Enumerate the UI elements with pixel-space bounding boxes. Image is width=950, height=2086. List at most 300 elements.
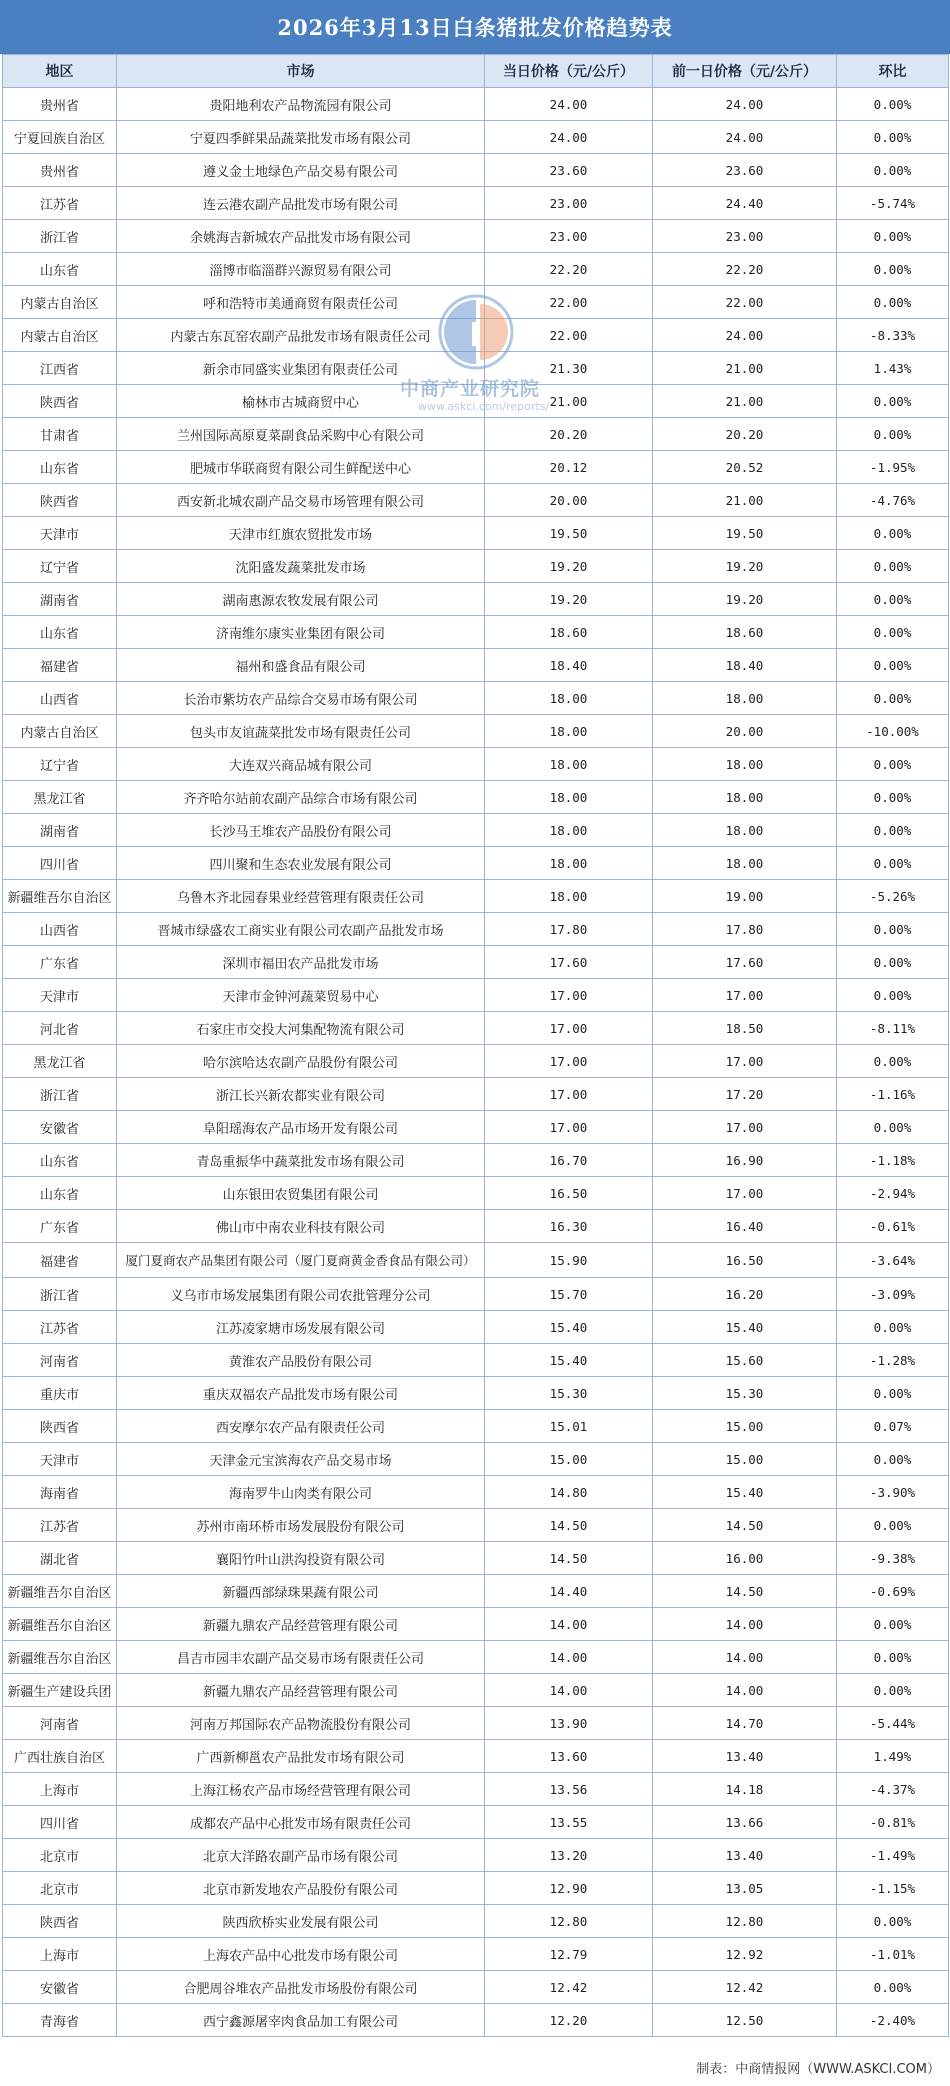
cell-change: 0.00% (837, 517, 949, 550)
cell-change: 0.00% (837, 1971, 949, 2004)
cell-today-price: 16.50 (485, 1177, 653, 1210)
cell-prev-price: 16.20 (653, 1278, 837, 1311)
cell-today-price: 15.30 (485, 1377, 653, 1410)
cell-change: 0.00% (837, 682, 949, 715)
cell-change: -5.26% (837, 880, 949, 913)
cell-market: 上海江杨农产品市场经营管理有限公司 (117, 1773, 485, 1806)
table-row (3, 1144, 949, 1177)
table-row (3, 1674, 949, 1707)
cell-change: 0.00% (837, 88, 949, 121)
table-row (3, 913, 949, 946)
table-row (3, 451, 949, 484)
cell-region: 甘肃省 (3, 418, 117, 451)
cell-prev-price: 17.20 (653, 1078, 837, 1111)
cell-market: 长沙马王堆农产品股份有限公司 (117, 814, 485, 847)
cell-prev-price: 18.00 (653, 814, 837, 847)
cell-region: 天津市 (3, 1443, 117, 1476)
cell-today-price: 20.12 (485, 451, 653, 484)
cell-market: 江苏凌家塘市场发展有限公司 (117, 1311, 485, 1344)
table-row (3, 1608, 949, 1641)
cell-today-price: 14.50 (485, 1509, 653, 1542)
cell-prev-price: 18.00 (653, 748, 837, 781)
cell-change: 1.43% (837, 352, 949, 385)
cell-region: 辽宁省 (3, 748, 117, 781)
cell-today-price: 14.00 (485, 1641, 653, 1674)
cell-market: 四川聚和生态农业发展有限公司 (117, 847, 485, 880)
cell-region: 重庆市 (3, 1377, 117, 1410)
cell-today-price: 20.00 (485, 484, 653, 517)
cell-prev-price: 16.00 (653, 1542, 837, 1575)
cell-market: 成都农产品中心批发市场有限责任公司 (117, 1806, 485, 1839)
cell-region: 贵州省 (3, 154, 117, 187)
table-row (3, 583, 949, 616)
cell-market: 昌吉市园丰农副产品交易市场有限责任公司 (117, 1641, 485, 1674)
cell-change: 0.00% (837, 979, 949, 1012)
table-row (3, 649, 949, 682)
cell-change: 0.00% (837, 1045, 949, 1078)
cell-prev-price: 14.00 (653, 1608, 837, 1641)
table-row (3, 1410, 949, 1443)
cell-prev-price: 14.70 (653, 1707, 837, 1740)
table-row (3, 1575, 949, 1608)
cell-today-price: 15.40 (485, 1311, 653, 1344)
cell-market: 新疆九鼎农产品经营管理有限公司 (117, 1608, 485, 1641)
cell-change: 0.00% (837, 121, 949, 154)
table-row (3, 1707, 949, 1740)
cell-prev-price: 24.40 (653, 187, 837, 220)
cell-today-price: 18.00 (485, 781, 653, 814)
cell-change: 0.00% (837, 1509, 949, 1542)
table-row (3, 1938, 949, 1971)
table-body (3, 88, 949, 2037)
cell-today-price: 14.00 (485, 1674, 653, 1707)
table-row (3, 319, 949, 352)
cell-today-price: 15.90 (485, 1243, 653, 1278)
cell-market: 北京市新发地农产品股份有限公司 (117, 1872, 485, 1905)
cell-region: 江西省 (3, 352, 117, 385)
cell-market: 重庆双福农产品批发市场有限公司 (117, 1377, 485, 1410)
table-row (3, 1872, 949, 1905)
cell-region: 四川省 (3, 847, 117, 880)
cell-region: 天津市 (3, 517, 117, 550)
cell-today-price: 18.00 (485, 682, 653, 715)
cell-market: 天津市红旗农贸批发市场 (117, 517, 485, 550)
cell-prev-price: 15.30 (653, 1377, 837, 1410)
table-row (3, 550, 949, 583)
cell-market: 海南罗牛山肉类有限公司 (117, 1476, 485, 1509)
cell-prev-price: 20.00 (653, 715, 837, 748)
cell-change: 0.00% (837, 1377, 949, 1410)
cell-region: 河北省 (3, 1012, 117, 1045)
cell-region: 安徽省 (3, 1971, 117, 2004)
cell-change: -9.38% (837, 1542, 949, 1575)
cell-prev-price: 14.50 (653, 1575, 837, 1608)
cell-region: 山东省 (3, 616, 117, 649)
table-row (3, 715, 949, 748)
cell-market: 河南万邦国际农产品物流股份有限公司 (117, 1707, 485, 1740)
cell-market: 长治市紫坊农产品综合交易市场有限公司 (117, 682, 485, 715)
cell-change: -5.74% (837, 187, 949, 220)
cell-prev-price: 16.40 (653, 1210, 837, 1243)
cell-region: 宁夏回族自治区 (3, 121, 117, 154)
cell-change: 0.00% (837, 1674, 949, 1707)
table-row (3, 418, 949, 451)
cell-today-price: 12.80 (485, 1905, 653, 1938)
cell-change: -4.76% (837, 484, 949, 517)
cell-market: 余姚海吉新城农产品批发市场有限公司 (117, 220, 485, 253)
cell-today-price: 21.30 (485, 352, 653, 385)
table-row (3, 220, 949, 253)
cell-region: 内蒙古自治区 (3, 286, 117, 319)
table-row (3, 946, 949, 979)
cell-prev-price: 16.90 (653, 1144, 837, 1177)
cell-change: -1.28% (837, 1344, 949, 1377)
cell-region: 上海市 (3, 1938, 117, 1971)
cell-today-price: 23.00 (485, 220, 653, 253)
cell-prev-price: 18.40 (653, 649, 837, 682)
cell-change: 0.00% (837, 748, 949, 781)
table-row (3, 1542, 949, 1575)
cell-market: 广西新柳邕农产品批发市场有限公司 (117, 1740, 485, 1773)
cell-change: 0.00% (837, 1443, 949, 1476)
cell-today-price: 23.00 (485, 187, 653, 220)
cell-market: 肥城市华联商贸有限公司生鲜配送中心 (117, 451, 485, 484)
table-row (3, 1641, 949, 1674)
cell-market: 上海农产品中心批发市场有限公司 (117, 1938, 485, 1971)
cell-prev-price: 17.00 (653, 1177, 837, 1210)
cell-prev-price: 15.40 (653, 1476, 837, 1509)
cell-today-price: 23.60 (485, 154, 653, 187)
table-row (3, 88, 949, 121)
cell-today-price: 22.20 (485, 253, 653, 286)
cell-prev-price: 15.00 (653, 1410, 837, 1443)
cell-market: 黄淮农产品股份有限公司 (117, 1344, 485, 1377)
cell-region: 江苏省 (3, 1311, 117, 1344)
header-prev-price: 前一日价格（元/公斤） (653, 55, 837, 88)
cell-prev-price: 13.66 (653, 1806, 837, 1839)
table-row (3, 1740, 949, 1773)
table-row (3, 616, 949, 649)
cell-change: 0.00% (837, 781, 949, 814)
header-market: 市场 (117, 55, 485, 88)
table-row (3, 1377, 949, 1410)
table-row (3, 286, 949, 319)
cell-change: 0.00% (837, 946, 949, 979)
cell-change: -2.94% (837, 1177, 949, 1210)
cell-region: 山西省 (3, 682, 117, 715)
cell-change: -3.90% (837, 1476, 949, 1509)
cell-prev-price: 21.00 (653, 484, 837, 517)
cell-change: 0.00% (837, 1608, 949, 1641)
cell-today-price: 24.00 (485, 88, 653, 121)
cell-prev-price: 18.00 (653, 682, 837, 715)
cell-prev-price: 18.60 (653, 616, 837, 649)
cell-today-price: 13.55 (485, 1806, 653, 1839)
cell-region: 海南省 (3, 1476, 117, 1509)
cell-region: 陕西省 (3, 1410, 117, 1443)
cell-today-price: 15.01 (485, 1410, 653, 1443)
cell-region: 山东省 (3, 1177, 117, 1210)
cell-region: 湖南省 (3, 583, 117, 616)
cell-market: 宁夏四季鲜果品蔬菜批发市场有限公司 (117, 121, 485, 154)
cell-region: 广东省 (3, 1210, 117, 1243)
cell-today-price: 18.00 (485, 847, 653, 880)
cell-market: 襄阳竹叶山洪沟投资有限公司 (117, 1542, 485, 1575)
cell-change: -8.11% (837, 1012, 949, 1045)
cell-prev-price: 12.42 (653, 1971, 837, 2004)
watermark-brand: 中商产业研究院 (400, 378, 541, 400)
cell-today-price: 19.50 (485, 517, 653, 550)
cell-change: 0.07% (837, 1410, 949, 1443)
cell-prev-price: 12.92 (653, 1938, 837, 1971)
table-row (3, 1311, 949, 1344)
cell-prev-price: 15.60 (653, 1344, 837, 1377)
cell-prev-price: 17.00 (653, 1045, 837, 1078)
table-row (3, 1971, 949, 2004)
cell-market: 晋城市绿盛农工商实业有限公司农副产品批发市场 (117, 913, 485, 946)
cell-region: 福建省 (3, 1243, 117, 1278)
table-row (3, 1509, 949, 1542)
cell-change: -8.33% (837, 319, 949, 352)
table-row (3, 2004, 949, 2037)
cell-market: 连云港农副产品批发市场有限公司 (117, 187, 485, 220)
table-row (3, 682, 949, 715)
cell-prev-price: 17.00 (653, 979, 837, 1012)
cell-change: 0.00% (837, 847, 949, 880)
cell-today-price: 14.40 (485, 1575, 653, 1608)
cell-today-price: 12.20 (485, 2004, 653, 2037)
cell-region: 北京市 (3, 1872, 117, 1905)
cell-prev-price: 14.00 (653, 1674, 837, 1707)
cell-today-price: 12.90 (485, 1872, 653, 1905)
cell-region: 山东省 (3, 451, 117, 484)
cell-region: 江苏省 (3, 1509, 117, 1542)
cell-prev-price: 18.00 (653, 781, 837, 814)
cell-change: 0.00% (837, 220, 949, 253)
cell-market: 沈阳盛发蔬菜批发市场 (117, 550, 485, 583)
cell-prev-price: 19.20 (653, 550, 837, 583)
cell-prev-price: 14.50 (653, 1509, 837, 1542)
cell-region: 福建省 (3, 649, 117, 682)
cell-change: -5.44% (837, 1707, 949, 1740)
table-row (3, 1012, 949, 1045)
cell-prev-price: 19.20 (653, 583, 837, 616)
cell-change: -0.69% (837, 1575, 949, 1608)
cell-change: -3.64% (837, 1243, 949, 1278)
table-row (3, 1773, 949, 1806)
cell-today-price: 17.60 (485, 946, 653, 979)
table-row (3, 1839, 949, 1872)
cell-market: 淄博市临淄群兴源贸易有限公司 (117, 253, 485, 286)
cell-market: 天津金元宝滨海农产品交易市场 (117, 1443, 485, 1476)
table-row (3, 385, 949, 418)
cell-region: 辽宁省 (3, 550, 117, 583)
cell-prev-price: 15.40 (653, 1311, 837, 1344)
cell-market: 乌鲁木齐北园春果业经营管理有限责任公司 (117, 880, 485, 913)
cell-region: 天津市 (3, 979, 117, 1012)
cell-region: 内蒙古自治区 (3, 319, 117, 352)
table-row (3, 1045, 949, 1078)
cell-today-price: 14.80 (485, 1476, 653, 1509)
cell-market: 福州和盛食品有限公司 (117, 649, 485, 682)
cell-region: 湖南省 (3, 814, 117, 847)
cell-today-price: 17.00 (485, 1111, 653, 1144)
cell-market: 阜阳瑶海农产品市场开发有限公司 (117, 1111, 485, 1144)
table-row (3, 847, 949, 880)
cell-prev-price: 18.00 (653, 847, 837, 880)
cell-region: 山东省 (3, 1144, 117, 1177)
cell-market: 遵义金土地绿色产品交易有限公司 (117, 154, 485, 187)
table-row (3, 748, 949, 781)
cell-today-price: 13.56 (485, 1773, 653, 1806)
footer-source: 制表：中商情报网（WWW.ASKCI.COM） (696, 2061, 940, 2077)
cell-today-price: 15.40 (485, 1344, 653, 1377)
cell-today-price: 12.79 (485, 1938, 653, 1971)
cell-region: 新疆维吾尔自治区 (3, 1641, 117, 1674)
cell-prev-price: 14.00 (653, 1641, 837, 1674)
cell-region: 广西壮族自治区 (3, 1740, 117, 1773)
cell-today-price: 24.00 (485, 121, 653, 154)
table-row (3, 1177, 949, 1210)
cell-change: 0.00% (837, 649, 949, 682)
cell-market: 苏州市南环桥市场发展股份有限公司 (117, 1509, 485, 1542)
cell-change: -1.49% (837, 1839, 949, 1872)
cell-today-price: 22.00 (485, 319, 653, 352)
cell-market: 浙江长兴新农都实业有限公司 (117, 1078, 485, 1111)
cell-today-price: 17.00 (485, 1045, 653, 1078)
cell-today-price: 18.00 (485, 748, 653, 781)
cell-prev-price: 18.50 (653, 1012, 837, 1045)
cell-market: 义乌市市场发展集团有限公司农批管理分公司 (117, 1278, 485, 1311)
cell-region: 浙江省 (3, 1278, 117, 1311)
cell-prev-price: 13.40 (653, 1839, 837, 1872)
cell-region: 四川省 (3, 1806, 117, 1839)
table-row (3, 1476, 949, 1509)
table-row (3, 352, 949, 385)
cell-region: 安徽省 (3, 1111, 117, 1144)
cell-today-price: 17.00 (485, 1012, 653, 1045)
table-row (3, 253, 949, 286)
cell-prev-price: 23.60 (653, 154, 837, 187)
cell-region: 贵州省 (3, 88, 117, 121)
cell-today-price: 17.00 (485, 1078, 653, 1111)
cell-today-price: 13.60 (485, 1740, 653, 1773)
cell-region: 上海市 (3, 1773, 117, 1806)
cell-region: 青海省 (3, 2004, 117, 2037)
cell-prev-price: 19.00 (653, 880, 837, 913)
table-row (3, 1443, 949, 1476)
table-row (3, 121, 949, 154)
cell-region: 陕西省 (3, 484, 117, 517)
cell-prev-price: 12.80 (653, 1905, 837, 1938)
table-row (3, 1210, 949, 1243)
cell-region: 江苏省 (3, 187, 117, 220)
cell-prev-price: 13.05 (653, 1872, 837, 1905)
cell-change: 0.00% (837, 814, 949, 847)
cell-market: 哈尔滨哈达农副产品股份有限公司 (117, 1045, 485, 1078)
cell-region: 山西省 (3, 913, 117, 946)
cell-region: 河南省 (3, 1707, 117, 1740)
cell-today-price: 18.40 (485, 649, 653, 682)
cell-today-price: 14.50 (485, 1542, 653, 1575)
cell-change: 0.00% (837, 1111, 949, 1144)
cell-today-price: 17.80 (485, 913, 653, 946)
cell-region: 新疆维吾尔自治区 (3, 1608, 117, 1641)
cell-market: 大连双兴商品城有限公司 (117, 748, 485, 781)
table-row (3, 1111, 949, 1144)
table-row (3, 1905, 949, 1938)
header-today-price: 当日价格（元/公斤） (485, 55, 653, 88)
cell-market: 新余市同盛实业集团有限责任公司 (117, 352, 485, 385)
cell-change: 0.00% (837, 1311, 949, 1344)
cell-change: -0.81% (837, 1806, 949, 1839)
cell-today-price: 18.00 (485, 715, 653, 748)
cell-change: -3.09% (837, 1278, 949, 1311)
cell-change: 0.00% (837, 1905, 949, 1938)
table-row (3, 1078, 949, 1111)
cell-region: 陕西省 (3, 385, 117, 418)
cell-change: -1.95% (837, 451, 949, 484)
cell-region: 新疆维吾尔自治区 (3, 1575, 117, 1608)
cell-prev-price: 13.40 (653, 1740, 837, 1773)
cell-today-price: 12.42 (485, 1971, 653, 2004)
cell-prev-price: 24.00 (653, 88, 837, 121)
cell-market: 包头市友谊蔬菜批发市场有限责任公司 (117, 715, 485, 748)
cell-prev-price: 17.00 (653, 1111, 837, 1144)
cell-change: 0.00% (837, 385, 949, 418)
table-row (3, 154, 949, 187)
cell-today-price: 17.00 (485, 979, 653, 1012)
header-change: 环比 (837, 55, 949, 88)
cell-today-price: 19.20 (485, 583, 653, 616)
cell-prev-price: 19.50 (653, 517, 837, 550)
cell-market: 北京大洋路农副产品市场有限公司 (117, 1839, 485, 1872)
cell-region: 黑龙江省 (3, 781, 117, 814)
table-row (3, 1243, 949, 1278)
header-region: 地区 (3, 55, 117, 88)
cell-change: 0.00% (837, 286, 949, 319)
cell-change: 0.00% (837, 154, 949, 187)
cell-market: 深圳市福田农产品批发市场 (117, 946, 485, 979)
cell-region: 新疆生产建设兵团 (3, 1674, 117, 1707)
table-row (3, 484, 949, 517)
cell-change: 0.00% (837, 583, 949, 616)
cell-today-price: 16.70 (485, 1144, 653, 1177)
cell-prev-price: 24.00 (653, 319, 837, 352)
cell-today-price: 21.00 (485, 385, 653, 418)
cell-change: -1.01% (837, 1938, 949, 1971)
cell-market: 兰州国际高原夏菜副食品采购中心有限公司 (117, 418, 485, 451)
table-row (3, 187, 949, 220)
price-table (2, 54, 949, 2037)
cell-change: -1.15% (837, 1872, 949, 1905)
cell-region: 河南省 (3, 1344, 117, 1377)
cell-today-price: 20.20 (485, 418, 653, 451)
cell-prev-price: 14.18 (653, 1773, 837, 1806)
cell-market: 西安摩尔农产品有限责任公司 (117, 1410, 485, 1443)
table-row (3, 814, 949, 847)
table-row (3, 979, 949, 1012)
cell-prev-price: 16.50 (653, 1243, 837, 1278)
cell-today-price: 13.20 (485, 1839, 653, 1872)
cell-market: 新疆九鼎农产品经营管理有限公司 (117, 1674, 485, 1707)
cell-market: 西宁鑫源屠宰肉食品加工有限公司 (117, 2004, 485, 2037)
cell-today-price: 18.00 (485, 880, 653, 913)
cell-region: 陕西省 (3, 1905, 117, 1938)
cell-market: 陕西欣桥实业发展有限公司 (117, 1905, 485, 1938)
cell-market: 齐齐哈尔站前农副产品综合市场有限公司 (117, 781, 485, 814)
cell-prev-price: 17.60 (653, 946, 837, 979)
